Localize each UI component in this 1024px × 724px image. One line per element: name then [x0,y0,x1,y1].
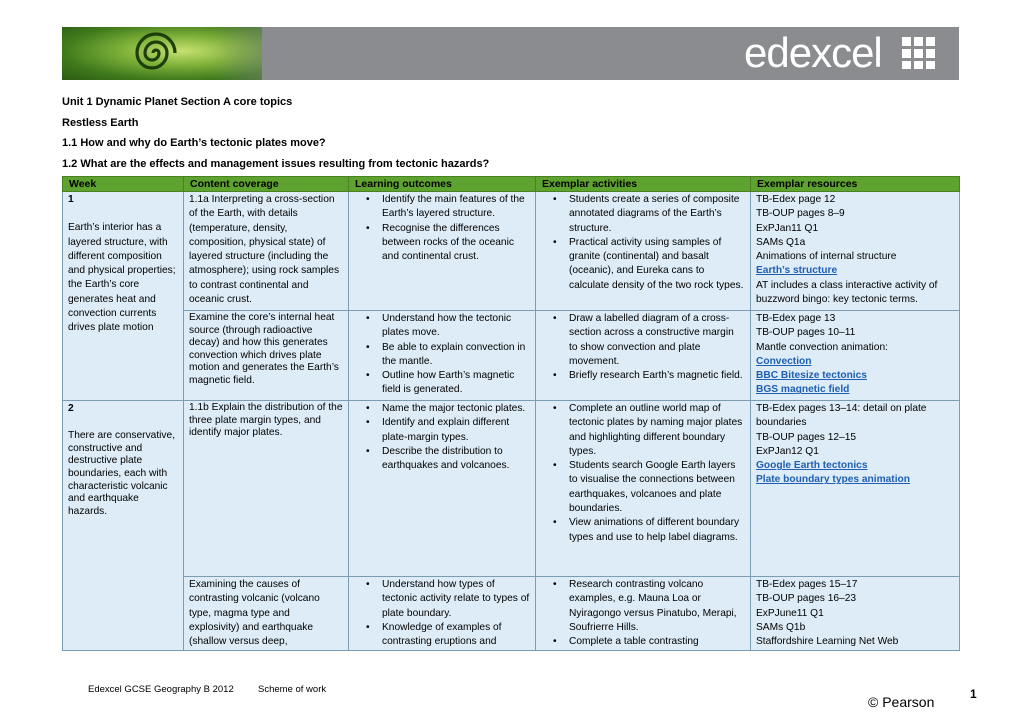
unit-title: Unit 1 Dynamic Planet Section A core topics [62,96,293,108]
resource-item: ExPJan12 Q1 [756,445,819,457]
question-1-1: 1.1 How and why do Earth’s tectonic plates move? [62,137,326,149]
logo-grid-icon [902,37,936,69]
header-banner [62,27,959,80]
list-item: • Research contrasting volcano examples, e.g. Mauna Loa or Nyiragongo versus Pinatubo, Merapi, Soufrierre Hills. [541,578,745,635]
list-item: • Identify and explain different plate-margin types. [354,416,530,445]
resource-link[interactable]: BGS magnetic field [756,384,850,396]
table-header-row [63,177,960,192]
resource-link[interactable]: Google Earth tectonics [756,460,868,472]
page-number: 1 [970,687,977,701]
resource-link[interactable]: BBC Bitesize tectonics [756,370,867,382]
content-cell: 1.1b Explain the distribution of the three plate margin types, and identify major plates. [184,401,349,577]
resource-item: TB-Edex pages 13–14: detail on plate boundaries [756,403,927,429]
scheme-of-work-table [62,176,960,651]
list-item: • Be able to explain convection in the mantle. [354,341,530,370]
table-row [63,577,960,651]
resource-item: ExPJan11 Q1 [756,222,819,234]
activities-cell [536,311,751,401]
week-cell [63,401,184,651]
resource-item: TB-Edex page 13 [756,313,836,324]
content-cell: 1.1a Interpreting a cross-section of the Earth, with details (temperature, density, composition, physical state) of layered structure (including the atmosphere); using rock samples to contrast continental and oceanic crust. [184,192,349,311]
list-item: • Understand how the tectonic plates move. [354,312,530,341]
list-item: • Students search Google Earth layers to visualise the connections between earthquakes, volcanoes and plate boundaries. [541,459,745,516]
list-item: • Describe the distribution to earthquakes and volcanoes. [354,445,530,474]
week-description: Earth’s interior has a layered structure, with different composition and physical properties; the Earth’s core generates heat and convection currents drives plate motion [68,222,176,334]
resource-item: Staffordshire Learning Net Web [756,636,899,648]
topic-title: Restless Earth [62,116,139,129]
footer-document-type: Scheme of work [258,684,327,695]
table-row [63,311,960,401]
list-item: • Recognise the differences between rocks of the oceanic and continental crust. [354,222,530,265]
table-row [63,401,960,577]
list-item: • View animations of different boundary types and use to help label diagrams. [541,516,745,545]
outcomes-cell [349,577,536,651]
resource-item: TB-Edex page 12 [756,194,836,205]
list-item: • Identify the main features of the Earth’s layered structure. [354,193,530,222]
outcomes-cell [349,311,536,401]
header-learning-outcomes: Learning outcomes [349,177,536,192]
list-item: • Briefly research Earth’s magnetic field. [541,369,745,383]
footer-copyright: © Pearson [868,694,935,710]
list-item: • Understand how types of tectonic activity relate to types of plate boundary. [354,578,530,621]
list-item: • Draw a labelled diagram of a cross-section across a constructive margin to show convection and plate movement. [541,312,745,369]
header-week: Week [63,177,184,192]
list-item: • Name the major tectonic plates. [354,402,530,416]
question-1-2: 1.2 What are the effects and management issues resulting from tectonic hazards? [62,157,490,170]
header-exemplar-activities: Exemplar activities [536,177,751,192]
list-item: • Students create a series of composite annotated diagrams of the Earth’s structure. [541,193,745,236]
resource-item: ExPJune11 Q1 [756,607,824,619]
resources-cell [751,311,960,401]
resource-item: Animations of internal structure [756,251,897,263]
document-headings [62,95,959,177]
resource-item: SAMs Q1b [756,621,806,633]
week-cell [63,192,184,401]
resources-cell [751,577,960,651]
resource-link[interactable]: Plate boundary types animation [756,474,910,486]
week-number: 2 [68,403,74,414]
resource-item: TB-OUP pages 16–23 [756,593,857,605]
content-cell: Examining the causes of contrasting volcanic (volcano type, magma type and explosivity) and earthquake (shallow versus deep, [184,577,349,651]
resource-item: TB-Edex pages 15–17 [756,579,858,590]
resources-cell [751,192,960,311]
resource-item: TB-OUP pages 10–11 [756,327,856,339]
spiral-icon [132,31,180,75]
week-description: There are conservative, constructive and destructive plate boundaries, each with characteristic volcanic and earthquake hazards. [68,430,176,517]
resource-link[interactable]: Convection [756,355,812,367]
resource-item: TB-OUP pages 8–9 [756,208,845,220]
resource-item: Mantle convection animation: [756,341,888,353]
list-item: • Complete an outline world map of tectonic plates by naming major plates and highlighting different boundary types. [541,402,745,459]
header-content-coverage: Content coverage [184,177,349,192]
resources-cell [751,401,960,577]
activities-cell [536,577,751,651]
activities-cell [536,401,751,577]
outcomes-cell [349,192,536,311]
content-cell: Examine the core’s internal heat source (through radioactive decay) and how this generates convection which drives plate motion and generates the Earth’s magnetic field. [184,311,349,401]
list-item: • Outline how Earth’s magnetic field is generated. [354,369,530,398]
resource-item: SAMs Q1a [756,236,806,248]
list-item: • Practical activity using samples of granite (continental) and basalt (oceanic), and Eureka cans to calculate density of the two rock types. [541,236,745,293]
list-item: • Knowledge of examples of contrasting eruptions and [354,621,530,650]
activities-cell [536,192,751,311]
resource-item: TB-OUP pages 12–15 [756,431,857,443]
resource-link[interactable]: Earth’s structure [756,265,838,277]
resource-item: AT includes a class interactive activity of buzzword bingo: key tectonic terms. [756,279,938,306]
banner-fade [212,27,332,80]
table-row [63,192,960,311]
outcomes-cell [349,401,536,577]
week-number: 1 [68,194,74,205]
footer-document-title: Edexcel GCSE Geography B 2012 [88,684,234,695]
header-exemplar-resources: Exemplar resources [751,177,960,192]
edexcel-logo: edexcel [744,29,882,76]
list-item: • Complete a table contrasting [541,635,745,649]
